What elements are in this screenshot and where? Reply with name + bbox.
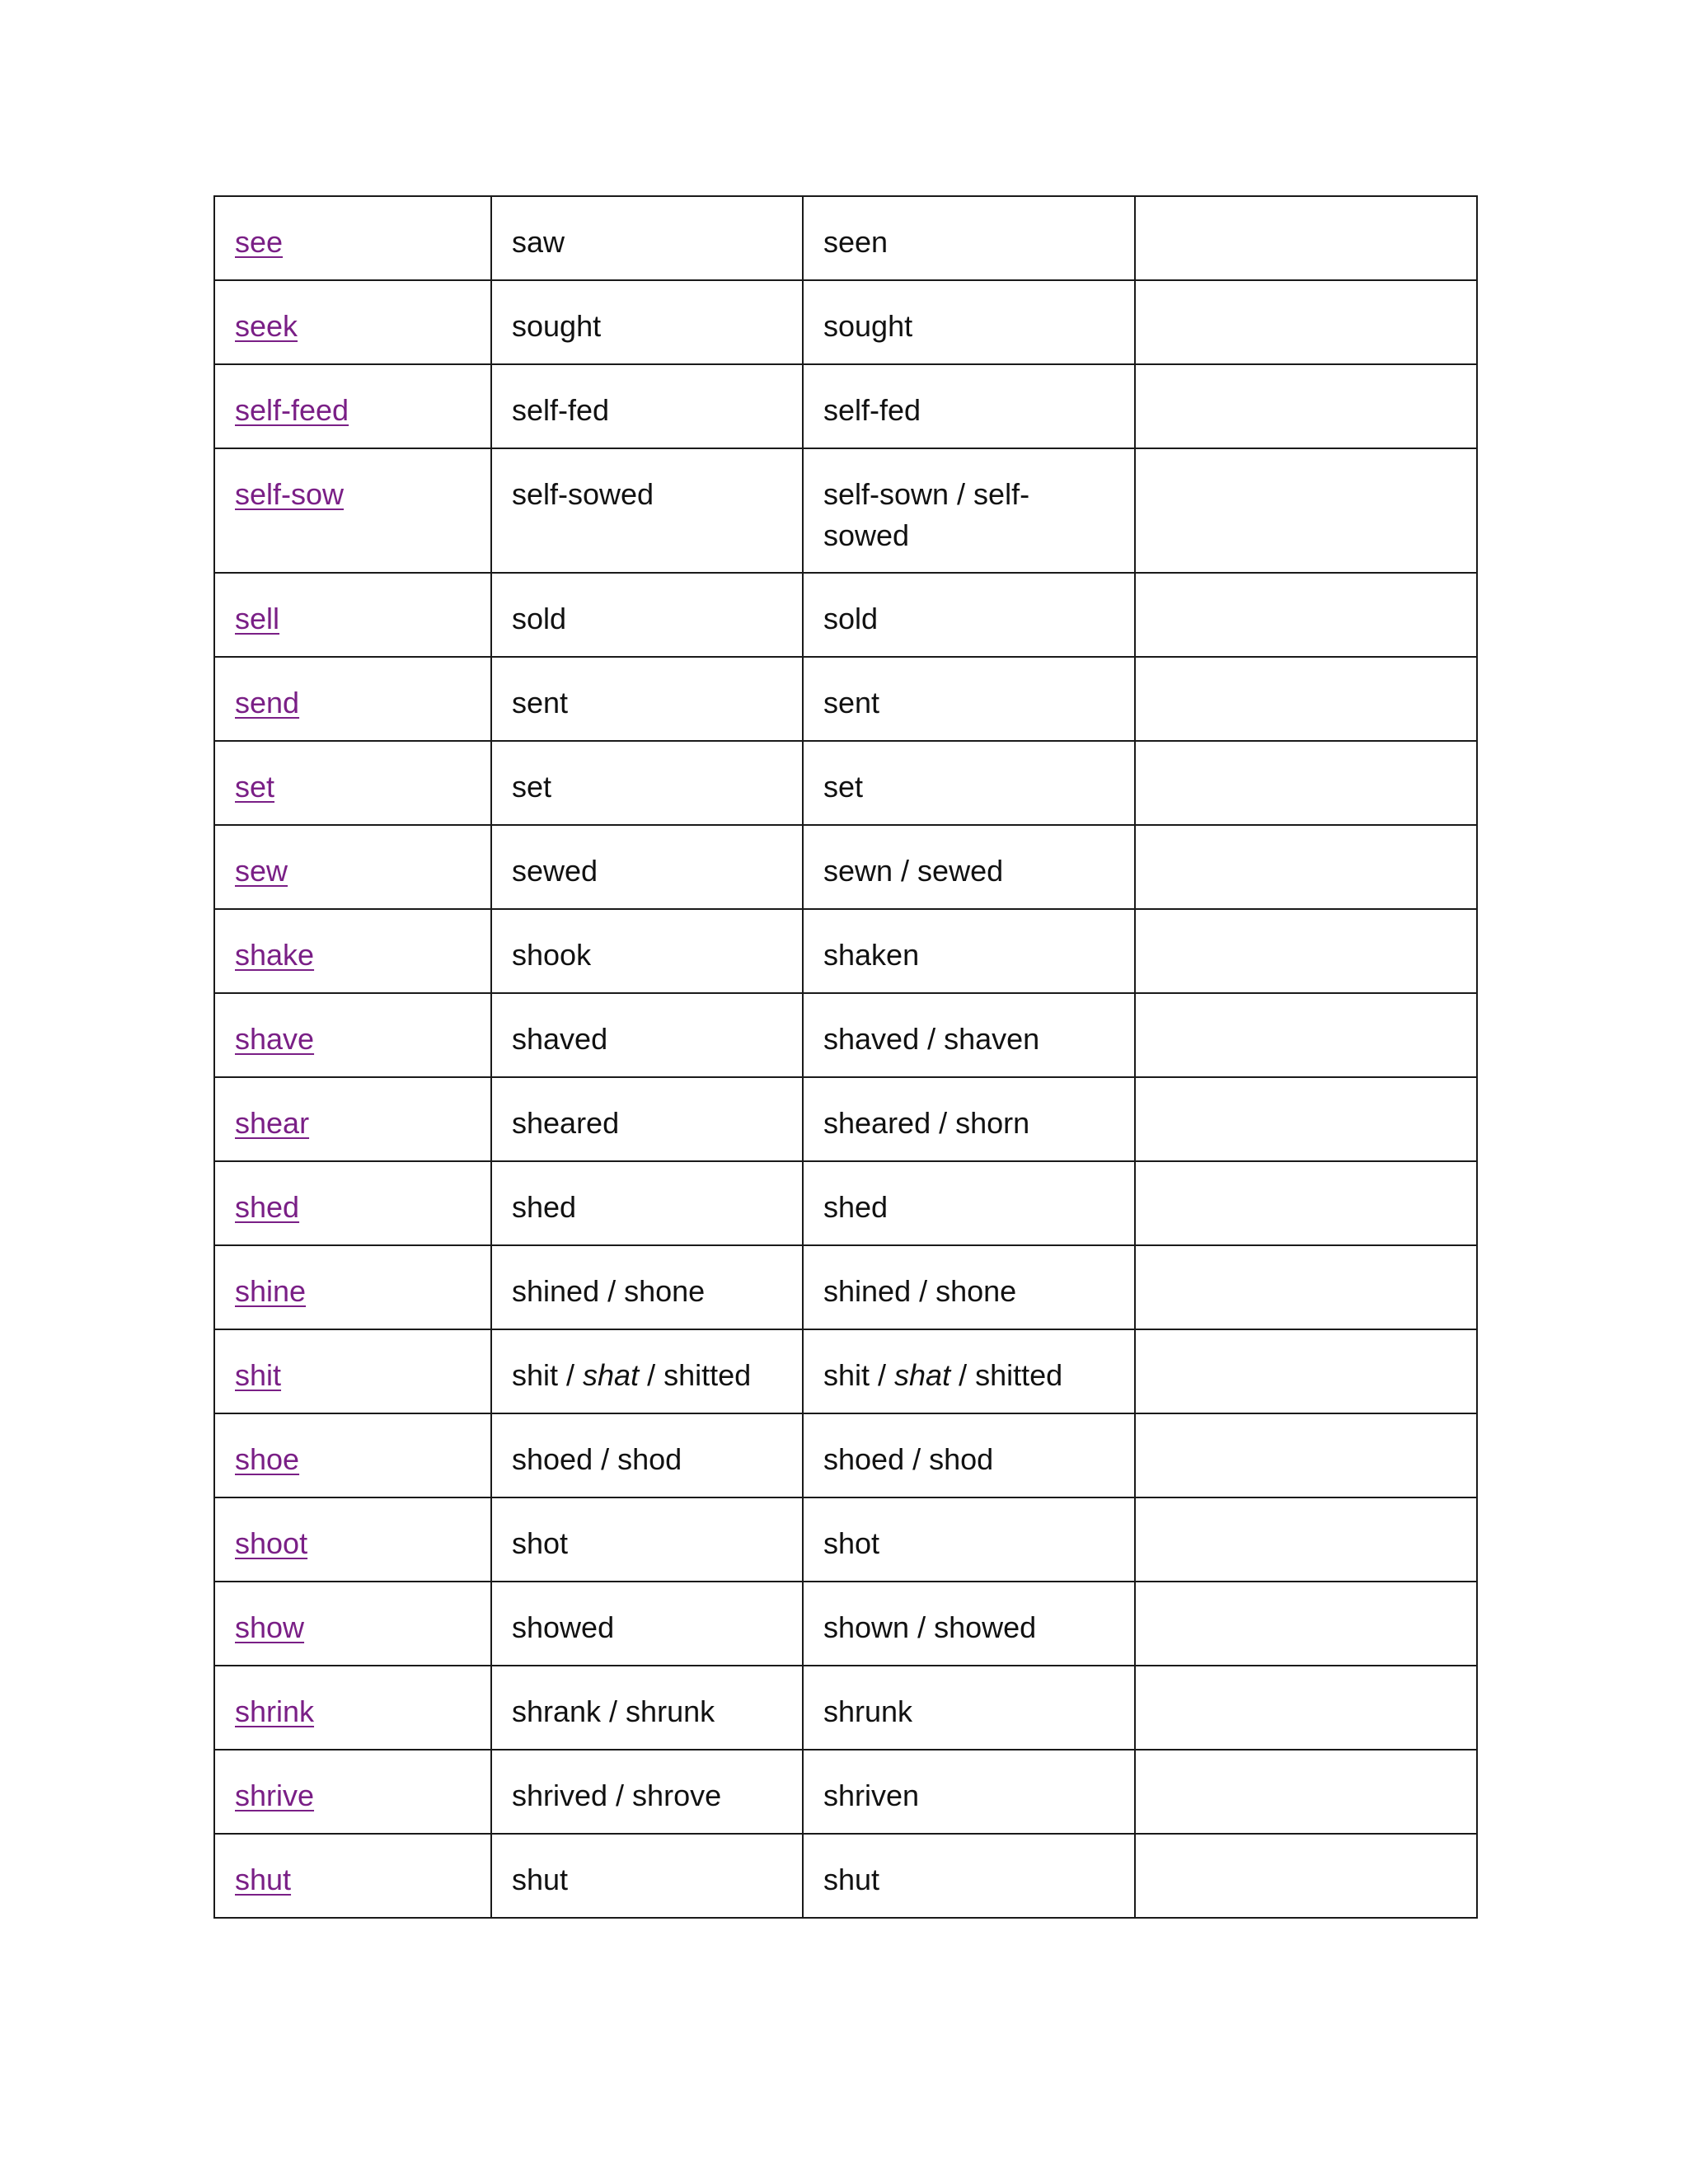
notes-cell	[1135, 1497, 1477, 1582]
base-form-cell	[214, 1329, 491, 1413]
past-participle-cell	[803, 1329, 1135, 1413]
verb-link[interactable]: shave	[235, 1022, 315, 1056]
notes-cell	[1135, 825, 1477, 909]
base-form-cell	[214, 364, 491, 448]
table-row	[214, 993, 1477, 1077]
notes-cell	[1135, 657, 1477, 741]
notes-cell	[1135, 909, 1477, 993]
base-form-cell	[214, 573, 491, 657]
notes-cell	[1135, 993, 1477, 1077]
table-row	[214, 657, 1477, 741]
verb-link[interactable]: shut	[235, 1863, 292, 1896]
verb-link[interactable]: self-sow	[235, 477, 345, 511]
past-participle-cell: shaken	[803, 909, 1135, 993]
notes-cell	[1135, 1413, 1477, 1497]
table-row	[214, 741, 1477, 825]
verb-link[interactable]: shine	[235, 1274, 307, 1308]
verb-link[interactable]: self-feed	[235, 393, 349, 427]
table-row	[214, 1666, 1477, 1750]
past-participle-cell: shriven	[803, 1750, 1135, 1834]
verb-link[interactable]: shoe	[235, 1442, 300, 1476]
verb-link[interactable]: shake	[235, 938, 315, 972]
notes-cell	[1135, 1245, 1477, 1329]
verb-link[interactable]: send	[235, 686, 300, 719]
past-participle-cell: shed	[803, 1161, 1135, 1245]
past-participle-cell: set	[803, 741, 1135, 825]
table-row	[214, 448, 1477, 573]
verb-link[interactable]: shrive	[235, 1779, 315, 1812]
notes-cell	[1135, 1329, 1477, 1413]
past-participle-cell: sewn / sewed	[803, 825, 1135, 909]
past-participle-italic-text: shat	[894, 1358, 951, 1392]
notes-cell	[1135, 741, 1477, 825]
verb-link[interactable]: shrink	[235, 1694, 315, 1728]
past-simple-cell: sewed	[491, 825, 803, 909]
verb-link[interactable]: sew	[235, 854, 288, 888]
notes-cell	[1135, 1161, 1477, 1245]
past-simple-cell: shined / shone	[491, 1245, 803, 1329]
table-row	[214, 1161, 1477, 1245]
past-participle-cell: sold	[803, 573, 1135, 657]
base-form-cell	[214, 741, 491, 825]
verb-link[interactable]: sell	[235, 602, 280, 635]
table-row	[214, 280, 1477, 364]
verb-link[interactable]: seek	[235, 309, 298, 343]
past-participle-cell: shoed / shod	[803, 1413, 1135, 1497]
verb-link[interactable]: shoot	[235, 1526, 308, 1560]
base-form-cell	[214, 1582, 491, 1666]
past-simple-cell: saw	[491, 196, 803, 280]
verb-link[interactable]: set	[235, 770, 275, 804]
past-participle-cell: self-fed	[803, 364, 1135, 448]
past-simple-cell: shrank / shrunk	[491, 1666, 803, 1750]
table-row	[214, 825, 1477, 909]
notes-cell	[1135, 1666, 1477, 1750]
past-simple-cell: self-sowed	[491, 448, 803, 573]
table-row	[214, 1497, 1477, 1582]
base-form-cell	[214, 1413, 491, 1497]
past-participle-cell: shown / showed	[803, 1582, 1135, 1666]
verb-link[interactable]: shed	[235, 1190, 300, 1224]
past-simple-cell: shot	[491, 1497, 803, 1582]
past-simple-italic-text: shat	[583, 1358, 640, 1392]
past-simple-cell: shed	[491, 1161, 803, 1245]
notes-cell	[1135, 364, 1477, 448]
past-participle-cell: shrunk	[803, 1666, 1135, 1750]
notes-cell	[1135, 1077, 1477, 1161]
past-simple-cell: shut	[491, 1834, 803, 1918]
past-simple-text: shit /	[512, 1358, 584, 1392]
base-form-cell	[214, 825, 491, 909]
past-participle-cell: sheared / shorn	[803, 1077, 1135, 1161]
table-row	[214, 909, 1477, 993]
past-participle-text: shit /	[823, 1358, 895, 1392]
past-simple-cell: shaved	[491, 993, 803, 1077]
table-row	[214, 1245, 1477, 1329]
notes-cell	[1135, 448, 1477, 573]
base-form-cell	[214, 1834, 491, 1918]
past-simple-cell: sent	[491, 657, 803, 741]
base-form-cell	[214, 1161, 491, 1245]
past-simple-cell: set	[491, 741, 803, 825]
past-simple-cell: self-fed	[491, 364, 803, 448]
past-participle-cell: sent	[803, 657, 1135, 741]
past-simple-cell	[491, 1329, 803, 1413]
base-form-cell	[214, 657, 491, 741]
notes-cell	[1135, 1834, 1477, 1918]
past-simple-cell: sold	[491, 573, 803, 657]
base-form-cell	[214, 1666, 491, 1750]
table-row	[214, 364, 1477, 448]
table-row	[214, 1582, 1477, 1666]
past-simple-cell: shoed / shod	[491, 1413, 803, 1497]
past-simple-cell: sheared	[491, 1077, 803, 1161]
past-participle-cell: shut	[803, 1834, 1135, 1918]
past-participle-cell: self-sown / self-sowed	[803, 448, 1135, 573]
past-participle-cell: sought	[803, 280, 1135, 364]
past-simple-cell: showed	[491, 1582, 803, 1666]
table-row	[214, 196, 1477, 280]
irregular-verbs-table	[213, 195, 1478, 1919]
past-participle-cell: shaved / shaven	[803, 993, 1135, 1077]
table-row	[214, 1750, 1477, 1834]
base-form-cell	[214, 909, 491, 993]
past-simple-cell: shook	[491, 909, 803, 993]
verb-link[interactable]: shear	[235, 1106, 310, 1140]
base-form-cell	[214, 1077, 491, 1161]
table-row	[214, 1834, 1477, 1918]
verb-link[interactable]: shit	[235, 1358, 282, 1392]
base-form-cell	[214, 993, 491, 1077]
base-form-cell	[214, 448, 491, 573]
past-participle-cell: shined / shone	[803, 1245, 1135, 1329]
past-simple-text: / shitted	[639, 1358, 752, 1392]
table-row	[214, 1329, 1477, 1413]
base-form-cell	[214, 280, 491, 364]
verb-link[interactable]: show	[235, 1610, 305, 1644]
past-participle-cell: shot	[803, 1497, 1135, 1582]
past-participle-text: / shitted	[950, 1358, 1063, 1392]
table-row	[214, 1077, 1477, 1161]
base-form-cell	[214, 1750, 491, 1834]
notes-cell	[1135, 573, 1477, 657]
notes-cell	[1135, 280, 1477, 364]
base-form-cell	[214, 1245, 491, 1329]
past-simple-cell: sought	[491, 280, 803, 364]
notes-cell	[1135, 1750, 1477, 1834]
past-participle-cell: seen	[803, 196, 1135, 280]
past-simple-cell: shrived / shrove	[491, 1750, 803, 1834]
table-row	[214, 1413, 1477, 1497]
table-row	[214, 573, 1477, 657]
notes-cell	[1135, 1582, 1477, 1666]
base-form-cell	[214, 1497, 491, 1582]
base-form-cell	[214, 196, 491, 280]
notes-cell	[1135, 196, 1477, 280]
verb-link[interactable]: see	[235, 225, 284, 259]
